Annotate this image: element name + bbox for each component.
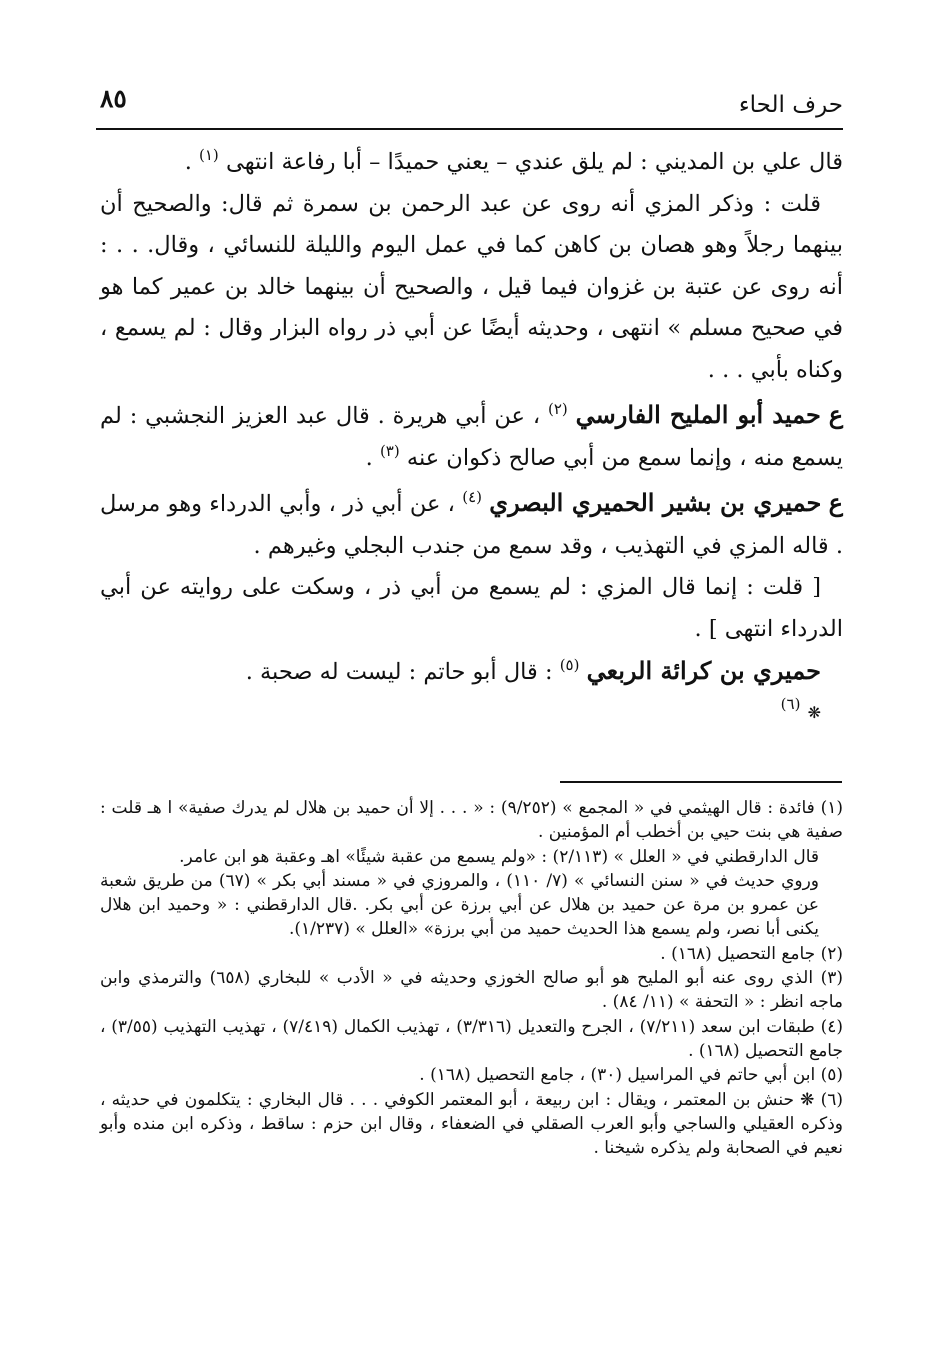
footnotes: [100, 796, 843, 1160]
entry-humaid-abu-al-malih: [100, 394, 843, 479]
footnote-1c: وروي حديث في « سنن النسائي » (٧/ ١١٠) ، والمروزي في « مسند أبي بكر » (٦٧) من طريق شعبة عن عمرو بن مرة عن حميد بن هلال عن أبي برزة عن أبي بكر. .قال الدارقطني : « وحميد ابن هلال يكنى أبا نصر، ولم يسمع هذا الحديث حميد من أبي برزة» «العلل » (١/٢٣٧).: [100, 870, 820, 940]
footnote-ref-2: (٢): [547, 400, 568, 418]
entry-humairi-bin-karaa: [100, 650, 843, 694]
entry-1-text: ، عن أبي هريرة . قال عبد العزيز النجشبي : لم يسمع منه ، وإنما سمع من أبي صالح ذكوان عنه: [100, 403, 843, 471]
entry-2-mark: ع: [828, 488, 843, 517]
entry-1-mark: ع: [828, 400, 844, 429]
period: .: [184, 149, 192, 175]
entry-2-name: حميري بن بشير الحميري البصري: [489, 488, 822, 517]
paragraph-2-text: قلت : وذكر المزي أنه روى عن عبد الرحمن بن سمرة ثم قال: والصحيح أن بينهما رجلاً وهو هصان بن كاهن كما في عمل اليوم والليلة للنسائي ، وقال. . . : أنه روى عن عتبة بن غزوان فيما قيل ، والصحيح أن بينهما خالد بن عمير كما هو في صحيح مسلم » انتهى ، وحديثه أيضًا عن أبي ذر رواه البزار وقال : لم يسمع ، وكناه بأبي . . .: [100, 190, 843, 383]
entry-3-name: حميري بن كرائة الربعي: [586, 656, 821, 685]
page-number: ٨٥: [100, 84, 127, 113]
entry-humairi-bin-bashir: [100, 482, 843, 567]
footnote-ref-5: (٥): [559, 656, 580, 674]
footnote-ref-6: (٦): [780, 694, 801, 713]
footnote-ref-1: (١): [199, 146, 219, 164]
paragraph-1-text: قال علي بن المديني : لم يلق عندي – يعني حميدًا – أبا رفاعة انتهى: [225, 149, 843, 175]
footnote-1a: (١) فائدة : قال الهيثمي في « المجمع » (٩/٢٥٢) : « . . . إلا أن حميد بن هلال لم يدرك صفية» ا هـ قلت : صفية هي بنت حيي بن أخطب أم المؤمنين .: [100, 798, 843, 843]
footnote-4: (٤) طبقات ابن سعد (٧/٢١١) ، الجرح والتعديل (٣/٣١٦) ، تهذيب الكمال (٧/٤١٩) ، تهذيب التهذيب (٣/٥٥) ، جامع التحصيل (١٦٨) .: [100, 1016, 843, 1061]
footnote-2: (٢) جامع التحصيل (١٦٨) .: [660, 943, 843, 964]
paragraph-1: [100, 142, 843, 184]
editor-note-text: [ قلت : إنما قال المزي : لم يسمع من أبي ذر ، وسكت على روايته عن أبي الدرداء انتهى ] .: [100, 574, 843, 642]
star-icon: ❋: [807, 702, 821, 722]
footnote-ref-3: (٣): [379, 441, 400, 460]
entry-1-name: حميد أبو المليح الفارسي: [575, 400, 821, 429]
header-rule: [96, 128, 843, 130]
footnote-6: (٦) ❋ حنش بن المعتمر ، ويقال : ابن ربيعة ، أبو المعتمر الكوفي . . . قال البخاري : يتكلمون في حديثه ، وذكره العقيلي والساجي وأبو العرب الصقلي في الضعفاء ، وقال ابن حزم : ساقط ، وذكره ابن منده وأبو نعيم في الصحابة ولم يذكره شيخنا .: [100, 1089, 843, 1159]
entry-2-text: ، عن أبي ذر ، وأبي الدرداء وهو مرسل . قاله المزي في التهذيب ، وقد سمع من جندب البجلي وغيرهم .: [100, 491, 843, 559]
editor-note: [100, 567, 843, 650]
footnote-3: (٣) الذي روى عنه أبو المليح هو أبو صالح الخوزي وحديثه في « الأدب » للبخاري (٦٥٨) والترمذي وابن ماجه انظر : « التحفة » (١١/ ٨٤) .: [100, 968, 843, 1013]
footnote-5: (٥) ابن أبي حاتم في المراسيل (٣٠) ، جامع التحصيل (١٦٨) .: [419, 1065, 843, 1086]
running-head: حرف الحاء: [738, 92, 843, 118]
period: .: [365, 444, 373, 471]
main-text: [100, 142, 843, 730]
footnote-1b: قال الدارقطني في « العلل » (٢/١١٣) : «ولم يسمع من عقبة شيئًا» اهـ وعقبة هو ابن عامر.: [179, 846, 819, 867]
entry-star: [100, 694, 843, 730]
paragraph-2: [100, 184, 843, 392]
entry-3-text: : قال أبو حاتم : ليست له صحبة .: [245, 659, 553, 685]
footnote-rule: [560, 781, 842, 783]
footnote-ref-4: (٤): [462, 488, 482, 506]
